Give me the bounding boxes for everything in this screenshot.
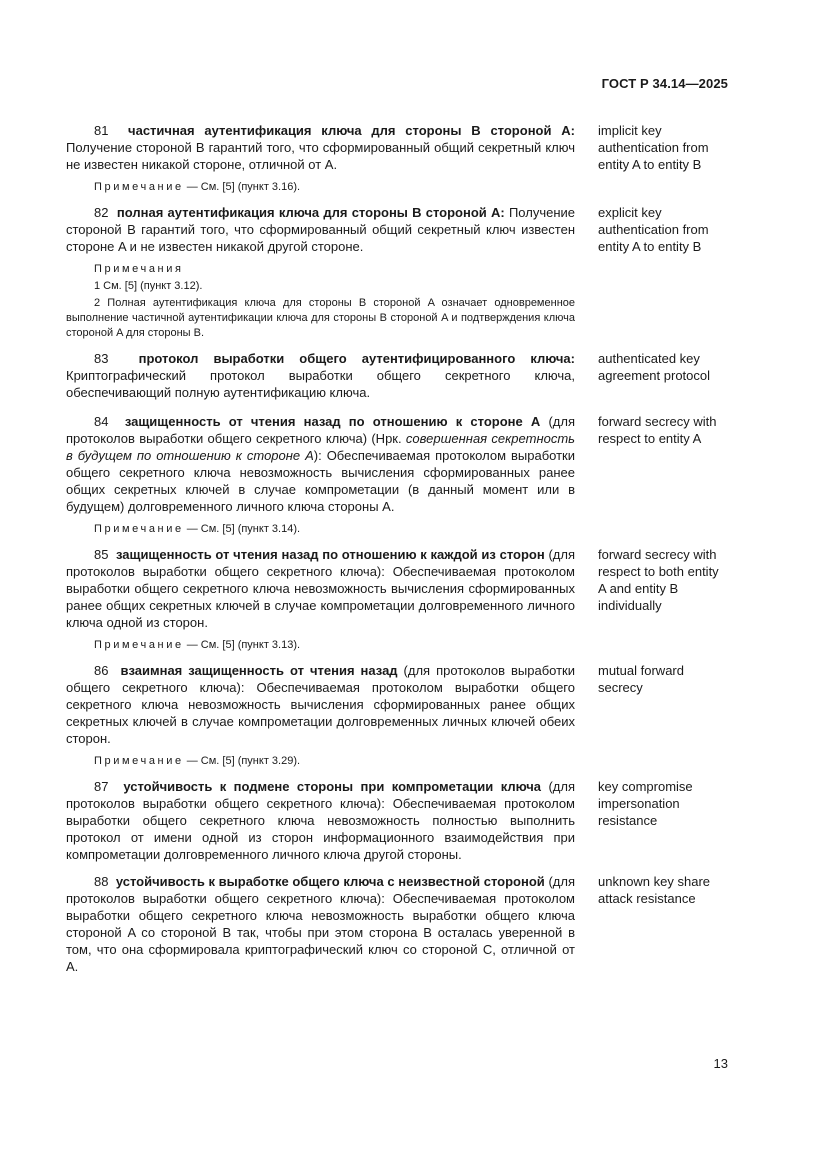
term-text: Получение стороной B гарантий того, что сформированный общий секретный ключ не известен никакой стороне, отличной от A. [66, 140, 575, 172]
term-title: устойчивость к подмене стороны при компрометации ключа [123, 779, 542, 794]
page-number: 13 [713, 1056, 728, 1071]
note [66, 180, 729, 195]
note-text: — См. [5] (пункт 3.14). [183, 523, 301, 535]
term-definition [66, 204, 575, 255]
note-text: — См. [5] (пункт 3.29). [183, 755, 301, 767]
english-equivalent: mutual forward secrecy [598, 663, 684, 695]
term-definition [66, 413, 575, 515]
term-number: 85 [94, 547, 109, 562]
term-entry-87 [66, 778, 729, 863]
english-equivalent: forward secrecy with respect to both entity A and entity B individually [598, 547, 719, 613]
term-text: Получение стороной B гарантий того, что сформированный общий секретный ключ известен стороне A и не известен никакой другой стороне. [66, 205, 575, 254]
term-number: 82 [94, 205, 109, 220]
term-title: частичная аутентификация ключа для стороны B стороной A: [128, 123, 575, 138]
term-title: защищенность от чтения назад по отношению к каждой из сторон [115, 547, 545, 562]
term-number: 81 [94, 123, 109, 138]
english-equivalent: unknown key share attack resistance [598, 874, 711, 906]
terms-list [66, 122, 729, 982]
note-label: Примечание [94, 181, 184, 193]
note-label: Примечание [94, 755, 184, 767]
deprecated-term: совершенная секретность в будущем по отношению к стороне A [66, 431, 575, 463]
term-text: Криптографический протокол выработки общего секретного ключа, обеспечивающий полную аутентификацию ключа. [66, 368, 575, 400]
term-text-continued: ): Обеспечиваемая протоколом выработки общего секретного ключа невозможность вычисления сформированных ранее общих секретных ключей в случае компрометации (в данный момент или в будущем) долговременного личного ключа стороны A. [66, 448, 575, 514]
term-number: 84 [94, 414, 109, 429]
term-entry-84 [66, 413, 729, 515]
document-code: ГОСТ Р 34.14—2025 [601, 76, 728, 91]
term-entry-81 [66, 122, 729, 173]
english-equivalent: explicit key authentication from entity A to entity B [598, 205, 709, 254]
note-label: Примечание [94, 639, 184, 651]
term-text: (для протоколов выработки общего секретного ключа): Обеспечиваемая протоколом выработки общего секретного ключа невозможность вычисления сформированных ранее общих секретных ключей в случае компрометации долговременного личного ключа одной из сторон. [66, 547, 575, 630]
term-text: (для протоколов выработки общего секретного ключа): Обеспечиваемая протоколом выработки общего секретного ключа невозможность вычисления сформированных ранее общих секретных ключей в случае компрометации долговременных личных ключей обеих сторон. [66, 663, 575, 746]
term-title: протокол выработки общего аутентифицированного ключа: [138, 351, 575, 366]
note [66, 522, 729, 537]
english-equivalent: implicit key authentication from entity A to entity B [598, 123, 709, 172]
notes [66, 262, 575, 341]
term-entry-82 [66, 204, 729, 255]
note-item-1: 1 См. [5] (пункт 3.12). [94, 280, 203, 292]
note-label: Примечание [94, 523, 184, 535]
note-text: — См. [5] (пункт 3.13). [183, 639, 301, 651]
term-definition [66, 350, 575, 401]
term-text: (для протоколов выработки общего секретного ключа) (Нрк. [66, 414, 575, 446]
term-definition [66, 873, 575, 975]
term-definition [66, 778, 575, 863]
term-title: устойчивость к выработке общего ключа с неизвестной стороной [115, 874, 545, 889]
term-entry-85 [66, 546, 729, 631]
note-item-2: 2 Полная аутентификация ключа для стороны B стороной A означает одновременное выполнение частичной аутентификации ключа для стороны B стороной A и подтверждения ключа стороной A для стороны B. [66, 297, 575, 339]
term-number: 87 [94, 779, 109, 794]
note-text: — См. [5] (пункт 3.16). [183, 181, 301, 193]
term-entry-83 [66, 350, 729, 401]
term-entry-86 [66, 662, 729, 747]
english-equivalent: authenticated key agreement protocol [598, 351, 711, 383]
term-definition [66, 546, 575, 631]
term-title: взаимная защищенность от чтения назад [120, 663, 398, 678]
term-number: 86 [94, 663, 109, 678]
term-text: (для протоколов выработки общего секретного ключа): Обеспечиваемая протоколом выработки общего секретного ключа невозможность выработки общего ключа стороной A со стороной B так, чтобы при этом сторона B осталась уверенной в том, что она сформировала криптографический ключ со стороной C, отличной от A. [66, 874, 575, 974]
note [66, 754, 729, 769]
note [66, 638, 729, 653]
term-number: 88 [94, 874, 109, 889]
term-definition [66, 662, 575, 747]
term-definition [66, 122, 575, 173]
term-text: (для протоколов выработки общего секретного ключа): Обеспечиваемая протоколом выработки общего секретного ключа невозможность полностью выполнить протокол от имени одной из сторон информационного взаимодействия при компрометации долговременного личного ключа другой стороны. [66, 779, 575, 862]
term-title: полная аутентификация ключа для стороны B стороной A: [116, 205, 505, 220]
notes-label: Примечания [94, 263, 184, 275]
english-equivalent: key compromise impersonation resistance [598, 779, 693, 828]
term-number: 83 [94, 351, 109, 366]
term-title: защищенность от чтения назад по отношению к стороне A [124, 414, 541, 429]
english-equivalent: forward secrecy with respect to entity A [598, 414, 717, 446]
term-entry-88 [66, 873, 729, 975]
